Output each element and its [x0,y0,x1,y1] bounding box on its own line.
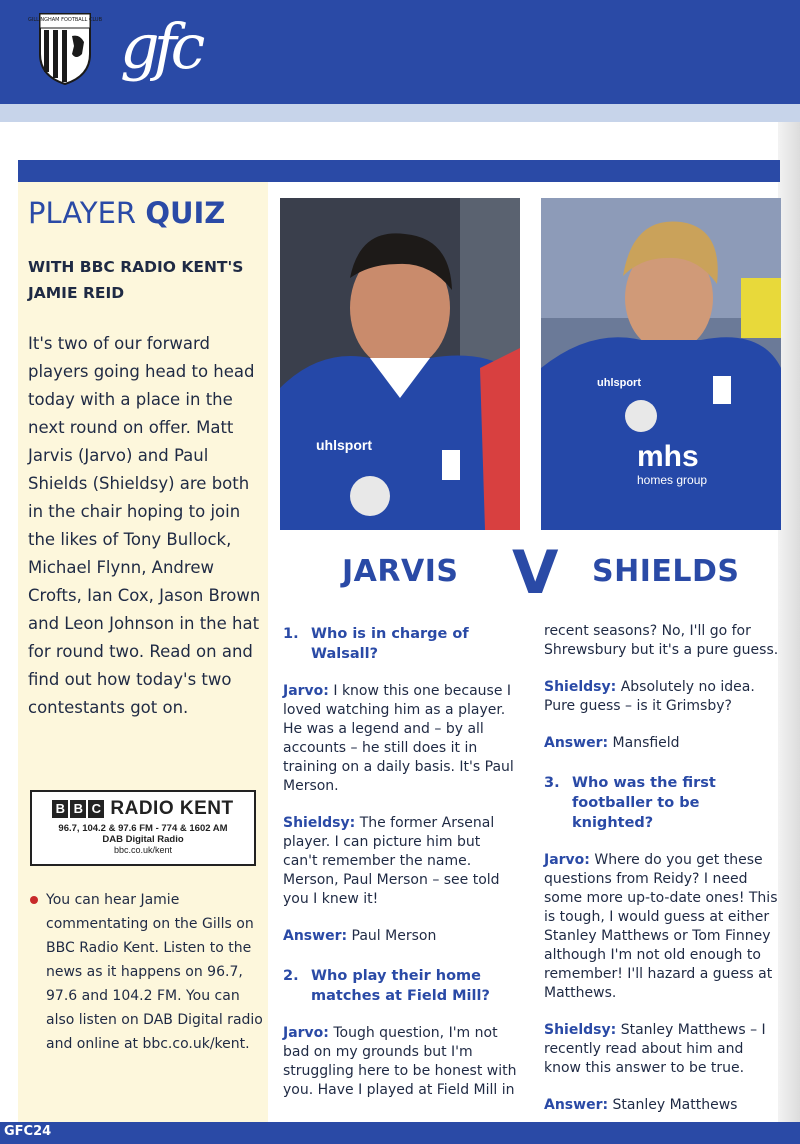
bullet-icon [30,896,38,904]
answer-label: Answer: [544,1097,609,1113]
name-jarvis: JARVIS [342,554,459,589]
speaker-shieldsy: Shieldsy: [544,679,617,695]
q2-jarvo-answer [283,1024,519,1100]
q2-answer-text: Mansfield [612,735,680,751]
speaker-jarvo: Jarvo: [283,683,329,699]
title-bold: QUIZ [145,196,226,230]
q1-jarvo-answer [283,682,519,796]
page-number: GFC24 [4,1124,52,1139]
page-edge [778,122,800,1132]
q3-jarvo-answer [544,851,780,1003]
photo-jarvis [280,198,520,530]
quiz-column-middle [283,616,519,1100]
q3-shieldsy-text: Stanley Matthews – I recently read about him and know this answer to be true. [544,1022,766,1076]
q3-shieldsy-answer [544,1021,780,1078]
answer-label: Answer: [283,928,348,944]
bbc-logo-row [32,798,254,820]
q1-jarvo-text: I know this one because I loved watching him as a player. He was a legend and – by all accounts – he still does it in training on a daily basis. It's Paul Merson. [283,683,514,794]
question-3-number: 3. [544,775,560,791]
bbc-block-c: C [88,800,104,818]
title-light: PLAYER [28,196,146,230]
bbc-block-b1: B [52,800,68,818]
versus-heading [280,538,780,608]
footer-band [0,1122,800,1144]
bbc-block-b2: B [70,800,86,818]
q3-answer-text: Stanley Matthews [612,1097,738,1113]
web-address: bbc.co.uk/kent [113,845,173,855]
subtitle-line-2: JAMIE REID [28,284,125,302]
answer-label: Answer: [544,735,609,751]
q2-jarvo-continued: recent seasons? No, I'll go for Shrewsbury but it's a pure guess. [544,623,779,658]
name-shields: SHIELDS [592,554,740,589]
question-3 [544,773,780,833]
header-stripe [0,104,800,122]
question-1-text: Who is in charge of Walsall? [311,626,469,662]
question-2 [283,966,519,1006]
q2-shieldsy-text: Absolutely no idea. Pure guess – is it Grimsby? [544,679,755,714]
shields-illustration [541,198,781,530]
versus-v: V [512,538,559,608]
shields-sponsor-text: uhlsport [597,377,641,389]
station-name: RADIO KENT [110,798,234,819]
speaker-shieldsy: Shieldsy: [544,1022,617,1038]
section-bar [18,160,780,182]
dab-text: DAB Digital Radio [102,834,184,845]
q2-answer [544,734,780,753]
shields-shirt-subtext: homes group [637,473,708,487]
q1-answer-text: Paul Merson [351,928,437,944]
intro-text: It's two of our forward players going head to head today with a place in the next round on offer. Matt Jarvis (Jarvo) and Paul Shields (Shieldsy) are both in the chair hoping to join the likes of Tony Bullock, Michael Flynn, Andrew Crofts, Ian Cox, Jason Brown and Leon Johnson in the hat for round two. Read on and find out how today's two contestants got on. [28,334,261,717]
question-1 [283,624,519,664]
subtitle [28,254,264,306]
q1-shieldsy-answer [283,814,519,909]
speaker-jarvo: Jarvo: [283,1025,329,1041]
question-2-number: 2. [283,968,299,984]
crest-text: GILLINGHAM FOOTBALL CLUB [27,17,103,23]
q1-answer [283,927,519,946]
bbc-radio-kent-logo [30,790,256,866]
q3-answer [544,1096,780,1115]
club-crest-icon [27,10,103,86]
speaker-shieldsy: Shieldsy: [283,815,356,831]
quiz-column-right [544,622,780,1115]
jarvis-illustration [280,198,520,530]
question-1-number: 1. [283,626,299,642]
speaker-jarvo: Jarvo: [544,852,590,868]
q2-shieldsy-answer [544,678,780,716]
radio-note: You can hear Jamie commentating on the Gills on BBC Radio Kent. Listen to the news as it happens on 96.7, 97.6 and 104.2 FM. You can also listen on DAB Digital radio and online at bbc.co.uk/kent. [46,892,263,1052]
question-3-text: Who was the first footballer to be knighted? [572,775,716,831]
q3-jarvo-text: Where do you get these questions from Reidy? I need some more up-to-date ones! This is tough, I would guess at either Stanley Matthews or Tom Finney although I'm not old enough to remember! I'll hazard a guess at Matthews. [544,852,778,1001]
jarvis-sponsor-text: uhlsport [316,437,372,453]
page-title [28,196,225,230]
q2-jarvo-text-part1: Tough question, I'm not bad on my grounds but I'm struggling here to be honest with you. Have I played at Field Mill in [283,1025,517,1098]
subtitle-line-1: WITH BBC RADIO KENT'S [28,258,244,276]
gfc-logo: gfc [120,10,200,83]
shields-shirt-text: mhs [637,440,699,473]
photo-shields [541,198,781,530]
question-2-text: Who play their home matches at Field Mill? [311,968,490,1004]
frequencies: 96.7, 104.2 & 97.6 FM - 774 & 1602 AM [58,823,228,834]
q1-shieldsy-text: The former Arsenal player. I can picture him but can't remember the name. Merson, Paul Merson – see told you I knew it! [283,815,500,907]
